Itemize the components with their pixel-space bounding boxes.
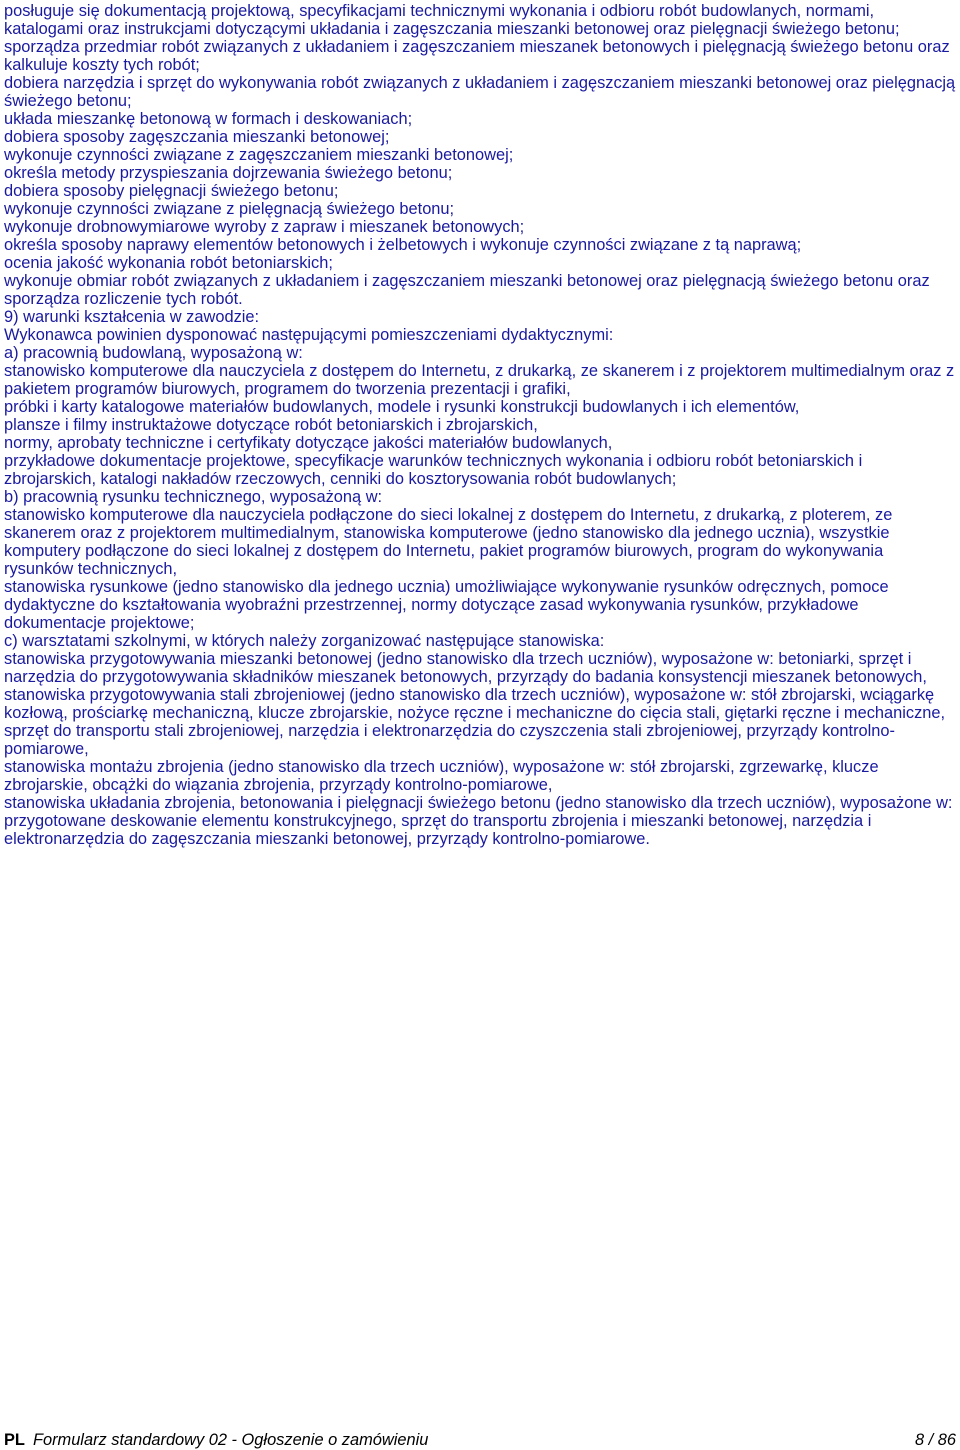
document-body: [4, 2, 956, 848]
paragraph: stanowiska układania zbrojenia, betonowania i pielęgnacji świeżego betonu (jedno stanowisko dla trzech uczniów), wyposażone w: przygotowane deskowanie elementu konstrukcyjnego, sprzęt do transportu zbrojenia i mieszanki betonowej, narzędzia i elektronarzędzia do zagęszczania mieszanki betonowej, przyrządy kontrolno-pomiarowe.: [4, 794, 953, 848]
paragraph: stanowiska rysunkowe (jedno stanowisko dla jednego ucznia) umożliwiające wykonywanie rysunków odręcznych, pomoce dydaktyczne do kształtowania wyobraźni przestrzennej, normy dotyczące zasad wykonywania rysunków, przykładowe dokumentacje projektowe;: [4, 578, 889, 632]
paragraph: układa mieszankę betonową w formach i deskowaniach;: [4, 110, 413, 128]
paragraph: Wykonawca powinien dysponować następującymi pomieszczeniami dydaktycznymi:: [4, 326, 614, 344]
subsection-heading: a) pracownią budowlaną, wyposażoną w:: [4, 344, 303, 362]
section-heading: 9) warunki kształcenia w zawodzie:: [4, 308, 260, 326]
paragraph: wykonuje czynności związane z pielęgnacją świeżego betonu;: [4, 200, 455, 218]
paragraph: stanowiska przygotowywania mieszanki betonowej (jedno stanowisko dla trzech uczniów), wyposażone w: betoniarki, sprzęt i narzędzia do przygotowywania składników mieszanek betonowych, przyrządy do badania konsystencji mieszanek betonowych,: [4, 650, 927, 686]
paragraph: wykonuje drobnowymiarowe wyroby z zapraw i mieszanek betonowych;: [4, 218, 525, 236]
paragraph: określa metody przyspieszania dojrzewania świeżego betonu;: [4, 164, 453, 182]
paragraph: dobiera narzędzia i sprzęt do wykonywania robót związanych z układaniem i zagęszczaniem mieszanki betonowej oraz pielęgnacją świeżego betonu;: [4, 74, 956, 110]
paragraph: normy, aprobaty techniczne i certyfikaty dotyczące jakości materiałów budowlanych,: [4, 434, 613, 452]
paragraph: wykonuje obmiar robót związanych z układaniem i zagęszczaniem mieszanki betonowej oraz pielęgnacją świeżego betonu oraz sporządza rozliczenie tych robót.: [4, 272, 930, 308]
paragraph: stanowisko komputerowe dla nauczyciela z dostępem do Internetu, z drukarką, ze skanerem i z projektorem multimedialnym oraz z pakietem programów biurowych, programem do tworzenia prezentacji i grafiki,: [4, 362, 955, 398]
footer-language-code: PL: [4, 1431, 25, 1449]
footer-form-title: Formularz standardowy 02 - Ogłoszenie o zamówieniu: [32, 1431, 429, 1449]
subsection-heading: c) warsztatami szkolnymi, w których należy zorganizować następujące stanowiska:: [4, 632, 605, 650]
paragraph: określa sposoby naprawy elementów betonowych i żelbetowych i wykonuje czynności związane z tą naprawą;: [4, 236, 802, 254]
paragraph: stanowiska montażu zbrojenia (jedno stanowisko dla trzech uczniów), wyposażone w: stół zbrojarski, zgrzewarkę, klucze zbrojarskie, obcążki do wiązania zbrojenia, przyrządy kontrolno-pomiarowe,: [4, 758, 879, 794]
paragraph: sporządza przedmiar robót związanych z układaniem i zagęszczaniem mieszanek betonowych i pielęgnacją świeżego betonu oraz kalkuluje koszty tych robót;: [4, 38, 950, 74]
paragraph: stanowisko komputerowe dla nauczyciela podłączone do sieci lokalnej z dostępem do Internetu, z drukarką, z ploterem, ze skanerem oraz z projektorem multimedialnym, stanowiska komputerowe (jedno stanowisko dla jednego ucznia), wszystkie komputery podłączone do sieci lokalnej z dostępem do Internetu, pakiet programów biurowych, program do wykonywania rysunków technicznych,: [4, 506, 893, 578]
paragraph: dobiera sposoby zagęszczania mieszanki betonowej;: [4, 128, 390, 146]
paragraph: stanowiska przygotowywania stali zbrojeniowej (jedno stanowisko dla trzech uczniów), wyposażone w: stół zbrojarski, wciągarkę kozłową, prościarkę mechaniczną, klucze zbrojarskie, nożyce ręczne i mechaniczne do cięcia stali, giętarki ręczne i mechaniczne, sprzęt do transportu stali zbrojeniowej, narzędzia i elektronarzędzia do czyszczenia stali zbrojeniowej, przyrządy kontrolno-pomiarowe,: [4, 686, 946, 758]
page-footer: [4, 1430, 956, 1450]
paragraph: próbki i karty katalogowe materiałów budowlanych, modele i rysunki konstrukcji budowlanych i ich elementów,: [4, 398, 800, 416]
paragraph: posługuje się dokumentacją projektową, specyfikacjami technicznymi wykonania i odbioru robót budowlanych, normami, katalogami oraz instrukcjami dotyczącymi układania i zagęszczania mieszanki betonowej oraz pielęgnacji świeżego betonu;: [4, 2, 900, 38]
paragraph: plansze i filmy instruktażowe dotyczące robót betoniarskich i zbrojarskich,: [4, 416, 538, 434]
subsection-heading: b) pracownią rysunku technicznego, wyposażoną w:: [4, 488, 383, 506]
footer-page-number: 8 / 86: [914, 1431, 956, 1449]
paragraph: wykonuje czynności związane z zagęszczaniem mieszanki betonowej;: [4, 146, 514, 164]
paragraph: ocenia jakość wykonania robót betoniarskich;: [4, 254, 333, 272]
paragraph: przykładowe dokumentacje projektowe, specyfikacje warunków technicznych wykonania i odbioru robót betoniarskich i zbrojarskich, katalogi nakładów rzeczowych, cenniki do kosztorysowania robót budowlanych;: [4, 452, 863, 488]
paragraph: dobiera sposoby pielęgnacji świeżego betonu;: [4, 182, 339, 200]
